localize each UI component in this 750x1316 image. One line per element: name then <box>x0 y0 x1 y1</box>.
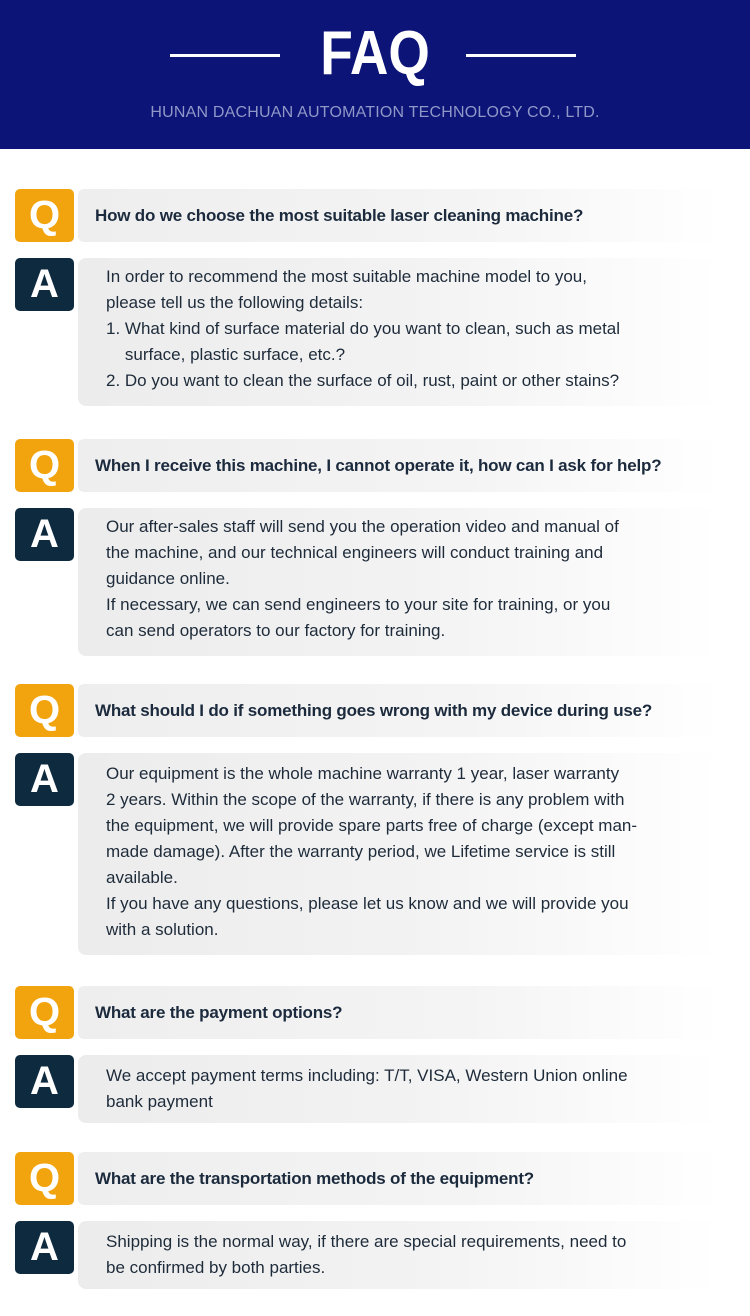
question-bar <box>78 684 720 737</box>
answer-box <box>78 1055 720 1123</box>
question-badge: Q <box>15 189 74 242</box>
answer-line: available. <box>106 868 178 887</box>
answer-line: please tell us the following details: <box>106 293 364 312</box>
answer-line: 1. What kind of surface material do you want to clean, such as metal <box>106 319 621 338</box>
answer-line: 2. Do you want to clean the surface of oil, rust, paint or other stains? <box>106 371 620 390</box>
answer-line: the machine, and our technical engineers will conduct training and <box>106 543 604 562</box>
answer-badge: A <box>15 1055 74 1108</box>
question-badge: Q <box>15 986 74 1039</box>
answer-line: Shipping is the normal way, if there are special requirements, need to <box>106 1232 627 1251</box>
answer-badge: A <box>15 508 74 561</box>
answer-badge: A <box>15 258 74 311</box>
answer-box <box>78 258 720 406</box>
answer-line: the equipment, we will provide spare parts free of charge (except man- <box>106 816 638 835</box>
answer-line: be confirmed by both parties. <box>106 1258 326 1277</box>
answer-line: If you have any questions, please let us know and we will provide you <box>106 894 629 913</box>
question-bar <box>78 189 720 242</box>
answer-line: 2 years. Within the scope of the warranty, if there is any problem with <box>106 790 625 809</box>
answer-line: made damage). After the warranty period, we Lifetime service is still <box>106 842 616 861</box>
header-banner <box>0 0 750 149</box>
question-badge: Q <box>15 684 74 737</box>
answer-box <box>78 1221 720 1289</box>
answer-line: If necessary, we can send engineers to your site for training, or you <box>106 595 611 614</box>
question-text: How do we choose the most suitable laser cleaning machine? <box>95 206 584 225</box>
answer-line: surface, plastic surface, etc.? <box>106 345 346 364</box>
answer-line: can send operators to our factory for training. <box>106 621 446 640</box>
question-text: When I receive this machine, I cannot operate it, how can I ask for help? <box>95 456 662 475</box>
question-bar <box>78 1152 720 1205</box>
answer-badge: A <box>15 753 74 806</box>
answer-badge: A <box>15 1221 74 1274</box>
answer-line: Our after-sales staff will send you the operation video and manual of <box>106 517 619 536</box>
question-bar <box>78 439 720 492</box>
question-badge: Q <box>15 439 74 492</box>
question-text: What should I do if something goes wrong with my device during use? <box>95 701 653 720</box>
answer-line: guidance online. <box>106 569 230 588</box>
title-rule-right <box>466 54 576 57</box>
question-text: What are the transportation methods of the equipment? <box>95 1169 534 1188</box>
answer-line: bank payment <box>106 1092 213 1111</box>
page-title: FAQ <box>320 19 430 88</box>
answer-box <box>78 753 720 955</box>
answer-box <box>78 508 720 656</box>
question-text: What are the payment options? <box>95 1003 343 1022</box>
answer-line: In order to recommend the most suitable machine model to you, <box>106 267 587 286</box>
answer-line: Our equipment is the whole machine warranty 1 year, laser warranty <box>106 764 620 783</box>
question-badge: Q <box>15 1152 74 1205</box>
answer-line: We accept payment terms including: T/T, VISA, Western Union online <box>106 1066 628 1085</box>
company-name: HUNAN DACHUAN AUTOMATION TECHNOLOGY CO., LTD. <box>150 104 600 121</box>
answer-line: with a solution. <box>106 920 219 939</box>
question-bar <box>78 986 720 1039</box>
